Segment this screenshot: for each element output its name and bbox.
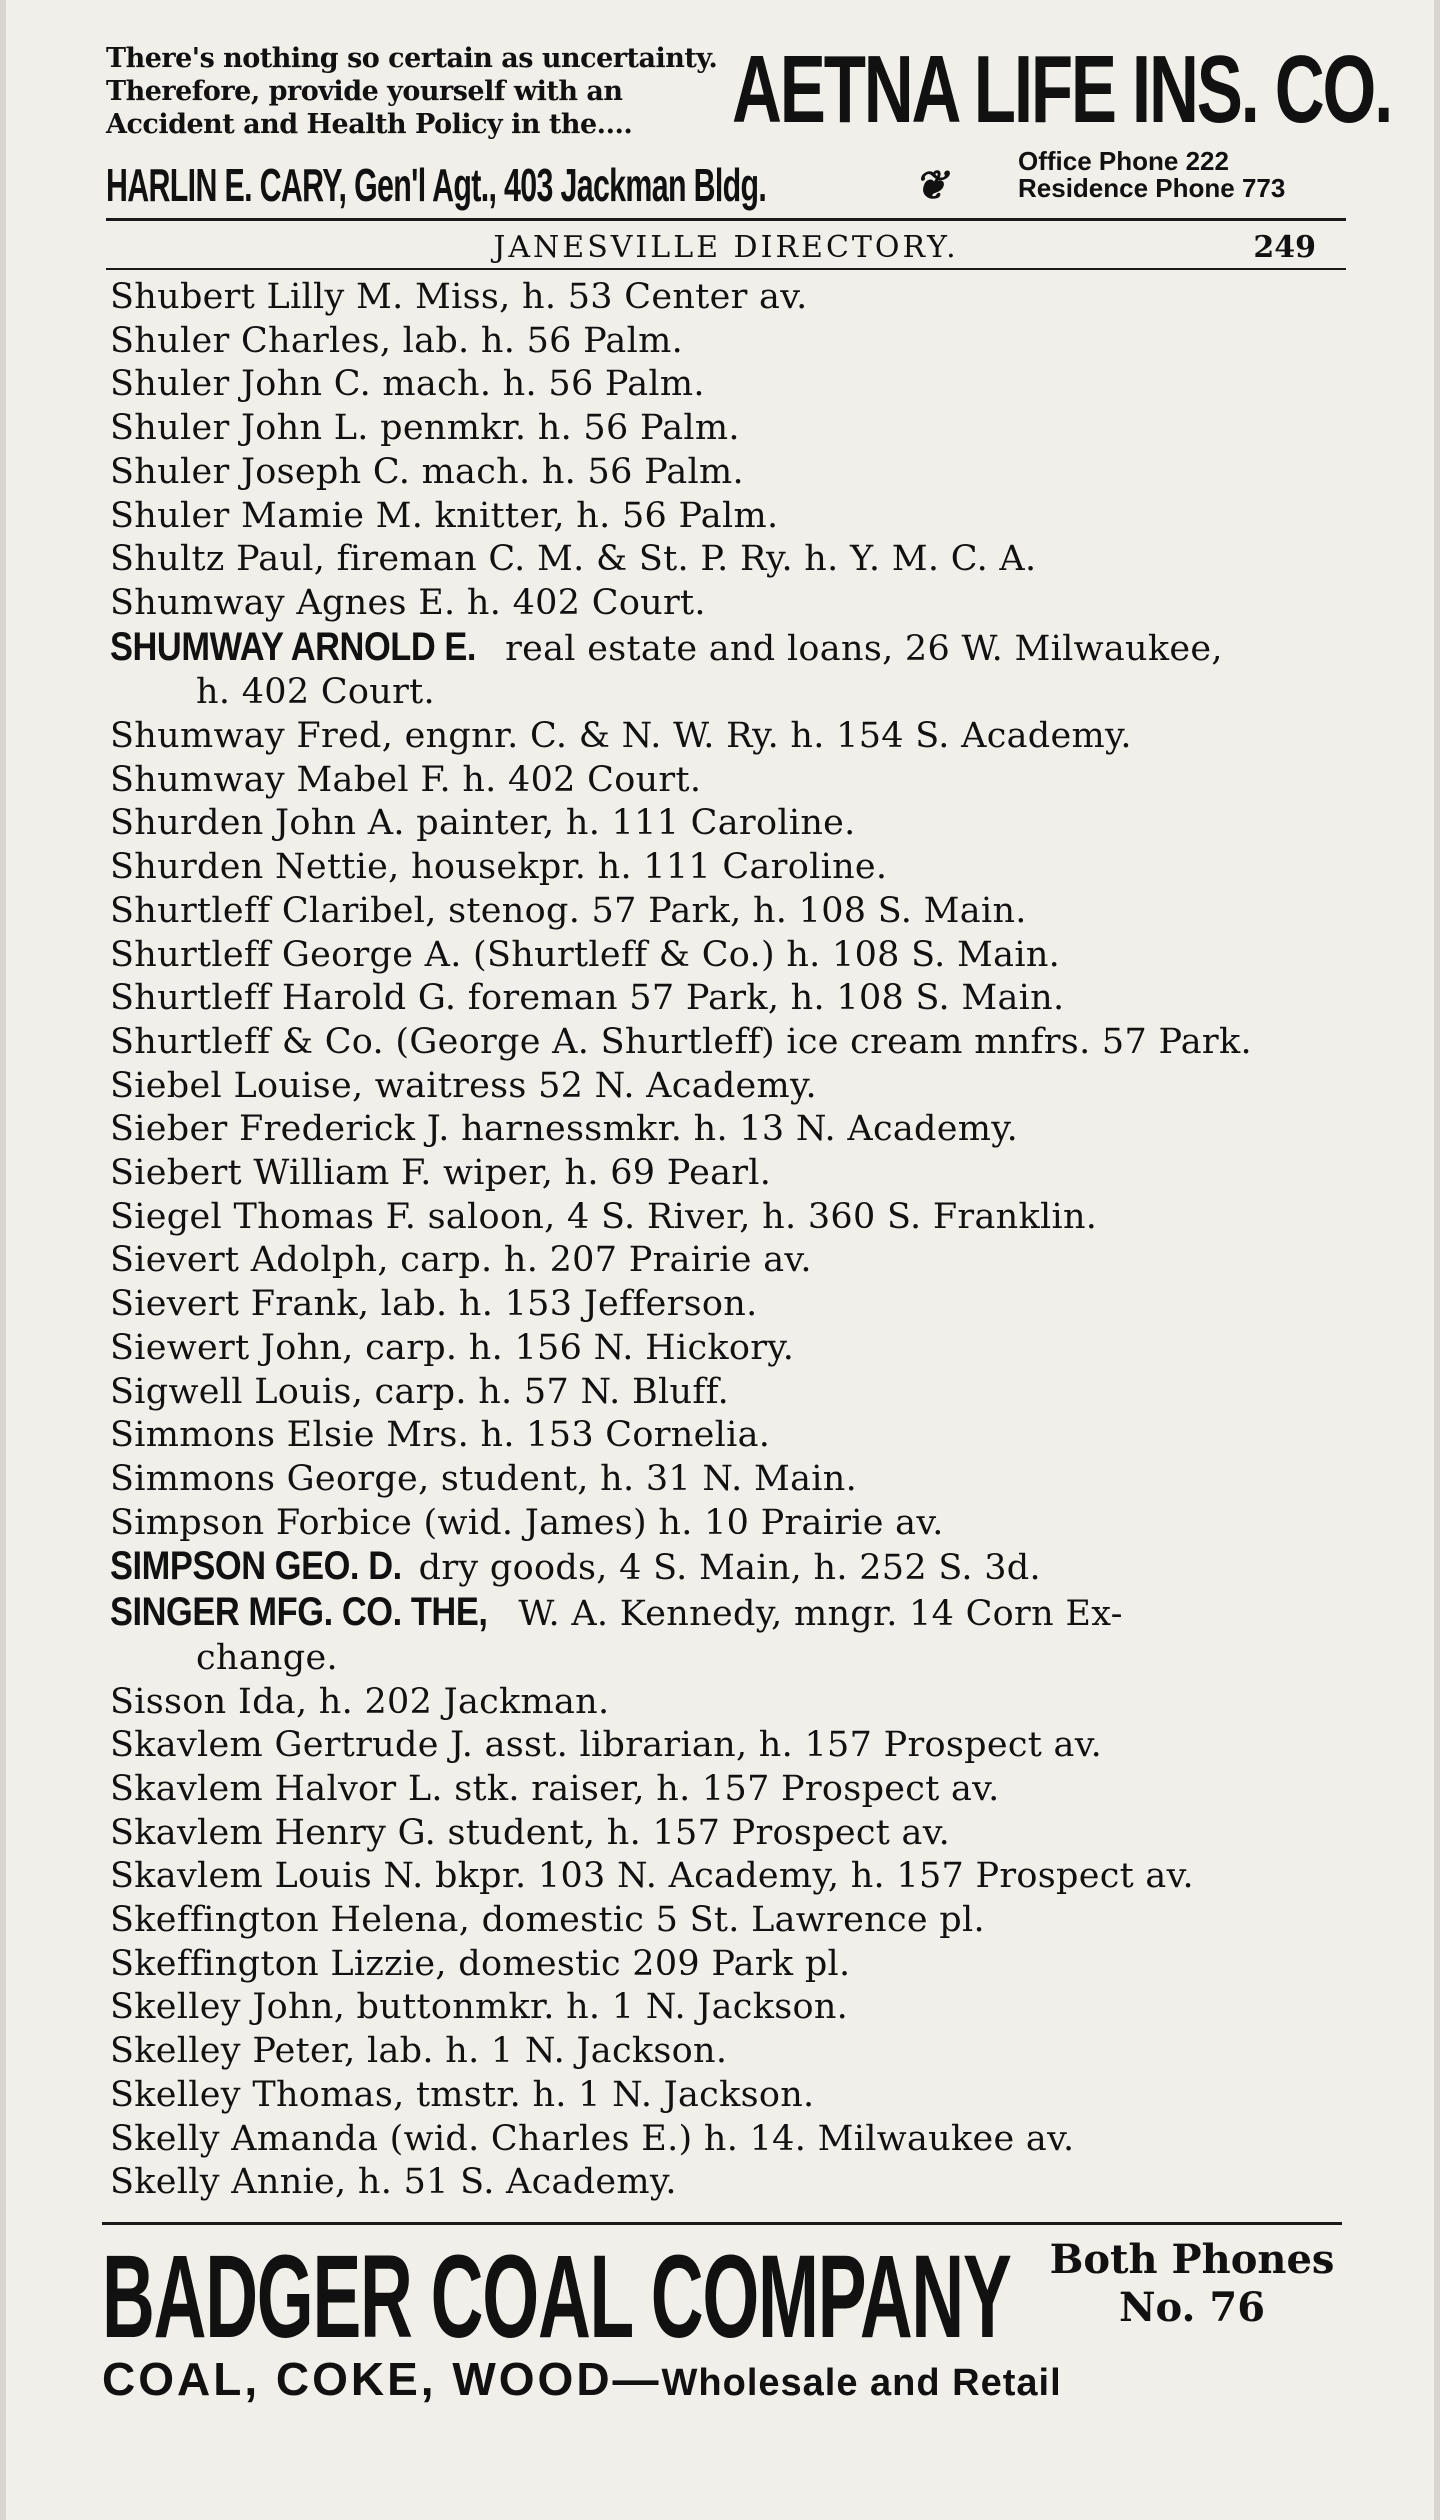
entry-details: Annie, h. 51 S. Academy. [231,2162,677,2203]
ornament-icon: ❦ [914,162,948,209]
entry-details: John C. mach. h. 56 Palm. [240,364,705,405]
aetna-advertisement [106,30,1392,215]
ad-company-name: BADGER COAL COMPANY [102,2231,1011,2363]
directory-entry [110,977,1350,1021]
ad-company-name: AETNA LIFE INS. CO. [732,36,1392,143]
entry-details: Mabel F. h. 402 Court. [296,759,702,800]
directory-entry [110,495,1350,539]
entry-details: Ida, h. 202 Jackman. [237,1681,610,1722]
entry-name: Skelly [110,2118,220,2159]
entry-name: Shultz [110,539,225,580]
entry-details: Peter, lab. h. 1 N. Jackson. [252,2031,728,2072]
entry-details: John A. painter, h. 111 Caroline. [275,803,856,844]
entry-name: Simmons [110,1458,276,1499]
directory-entry [110,934,1350,978]
entry-name: Shumway [110,582,285,623]
ad-products [102,2354,1062,2408]
phones-label: Both Phones [1049,2236,1335,2283]
entry-name: Shuler [110,451,230,492]
directory-entry [110,276,1350,320]
entry-name: SIMPSON GEO. D. [110,1544,402,1589]
entry-details: Amanda (wid. Charles E.) h. 14. Milwaukee av. [231,2118,1075,2159]
entry-name: Sigwell [110,1371,243,1412]
directory-entry [110,2161,1350,2205]
directory-entry [110,538,1350,582]
directory-entry [110,1152,1350,1196]
entry-name: Shuler [110,495,230,536]
badger-coal-advertisement [102,2232,1352,2412]
phones-number: No. 76 [1118,2284,1266,2331]
directory-entry [110,1724,1350,1768]
entry-details: William F. wiper, h. 69 Pearl. [253,1153,772,1194]
tagline-line: Accident and Health Policy in the.... [106,109,633,140]
entry-details: dry goods, 4 S. Main, h. 252 S. 3d. [418,1548,1041,1589]
entry-details: Gertrude J. asst. librarian, h. 157 Prospect av. [274,1725,1103,1766]
entry-name: SHUMWAY ARNOLD E. [110,624,477,669]
directory-entry [110,1283,1350,1327]
entry-details: Forbice (wid. James) h. 10 Prairie av. [275,1502,944,1543]
directory-entry [110,1943,1350,1987]
entry-name: Simpson [110,1502,265,1543]
directory-entry [110,1855,1350,1899]
directory-entry [110,1239,1350,1283]
directory-entry [110,1196,1350,1240]
directory-entry [110,626,1350,715]
entry-details: & Co. (George A. Shurtleff) ice cream mnfrs. 57 Park. [281,1021,1252,1062]
entry-details: Charles, lab. h. 56 Palm. [240,320,683,361]
directory-entry [110,451,1350,495]
entry-details: W. A. Kennedy, mngr. 14 Corn Ex- [518,1594,1123,1635]
entry-name: Shurtleff [110,890,271,931]
entry-details: Louise, waitress 52 N. Academy. [233,1065,817,1106]
entry-details: Harold G. foreman 57 Park, h. 108 S. Main. [281,978,1065,1019]
entry-name: Siebert [110,1153,242,1194]
entry-name: Skelley [110,1987,241,2028]
running-head [106,226,1346,266]
entry-name: Skelly [110,2162,220,2203]
entry-name: Skelley [110,2031,241,2072]
directory-entry [110,1502,1350,1546]
directory-entry [110,2030,1350,2074]
directory-entry [110,759,1350,803]
directory-entry [110,1065,1350,1109]
entry-details: Halvor L. stk. raiser, h. 157 Prospect av. [274,1768,1000,1809]
entry-continuation: change. [196,1637,338,1678]
page-number: 249 [1253,230,1316,265]
entry-name: Sievert [110,1284,240,1325]
trade-text: Wholesale and Retail [661,2362,1062,2404]
entry-name: Shurtleff [110,978,271,1019]
entry-name: Skavlem [110,1768,264,1809]
entry-name: Shuler [110,408,230,449]
entry-name: Shuler [110,320,230,361]
entry-name: Sievert [110,1240,240,1281]
entry-details: Thomas F. saloon, 4 S. River, h. 360 S. Franklin. [233,1196,1098,1237]
entry-name: Skeffington [110,1943,319,1984]
entry-name: Shurtleff [110,1021,271,1062]
entry-details: John, carp. h. 156 N. Hickory. [260,1327,795,1368]
entry-name: Shurden [110,803,264,844]
entry-name: SINGER MFG. CO. THE, [110,1590,488,1635]
entry-details: Fred, engnr. C. & N. W. Ry. h. 154 S. Academy. [296,716,1132,757]
entry-name: Shurden [110,847,264,888]
directory-entry [110,1458,1350,1502]
directory-entry [110,407,1350,451]
entry-details: Lilly M. Miss, h. 53 Center av. [266,277,808,317]
directory-entry [110,1768,1350,1812]
directory-entry [110,1327,1350,1371]
entry-details: Claribel, stenog. 57 Park, h. 108 S. Main. [281,890,1027,931]
products-text: COAL, COKE, WOOD— [102,2353,662,2405]
directory-entry [110,582,1350,626]
entry-details: Lizzie, domestic 209 Park pl. [330,1943,851,1984]
directory-entry [110,1108,1350,1152]
ad-phones [1042,2236,1342,2332]
entry-name: Shurtleff [110,934,271,975]
entry-details: Louis N. bkpr. 103 N. Academy, h. 157 Prospect av. [274,1856,1194,1897]
office-phone: Office Phone 222 [1018,146,1229,176]
entry-details: real estate and loans, 26 W. Milwaukee, [505,628,1223,669]
entry-details: Mamie M. knitter, h. 56 Palm. [240,495,779,536]
entry-details: Joseph C. mach. h. 56 Palm. [240,451,744,492]
ad-phones [1018,148,1285,202]
entry-details: George A. (Shurtleff & Co.) h. 108 S. Main. [281,934,1061,975]
entry-name: Skavlem [110,1725,264,1766]
entry-name: Siebel [110,1065,222,1106]
directory-entry [110,2074,1350,2118]
running-head-rule [106,268,1346,270]
entry-name: Skavlem [110,1856,264,1897]
entry-details: Paul, fireman C. M. & St. P. Ry. h. Y. M. C. A. [236,539,1037,580]
directory-entry [110,890,1350,934]
entry-name: Shubert [110,277,256,317]
entry-name: Shumway [110,716,285,757]
directory-entry [110,1414,1350,1458]
ad-tagline [106,42,726,141]
directory-entry [110,1021,1350,1065]
entry-name: Skeffington [110,1900,319,1941]
entry-details: Frank, lab. h. 153 Jefferson. [250,1284,758,1325]
entry-continuation: h. 402 Court. [196,672,435,713]
entry-details: Henry G. student, h. 157 Prospect av. [274,1812,951,1853]
entry-name: Siegel [110,1196,222,1237]
tagline-line: There's nothing so certain as uncertainty. [106,43,718,74]
directory-page [6,0,1434,2520]
entry-name: Skavlem [110,1812,264,1853]
directory-entry [110,1545,1350,1591]
directory-entry [110,1371,1350,1415]
entry-name: Siewert [110,1327,250,1368]
entry-details: Elsie Mrs. h. 153 Cornelia. [286,1415,771,1456]
directory-entry [110,1899,1350,1943]
entry-name: Skelley [110,2074,241,2115]
directory-entry [110,846,1350,890]
entry-details: Thomas, tmstr. h. 1 N. Jackson. [252,2074,815,2115]
directory-entry [110,2118,1350,2162]
entry-name: Shumway [110,759,285,800]
entry-details: Adolph, carp. h. 207 Prairie av. [250,1240,812,1281]
directory-title: JANESVILLE DIRECTORY. [493,230,959,265]
header-rule [106,218,1346,221]
ad-agent: HARLIN E. CARY, Gen'l Agt., 403 Jackman Bldg. [106,159,767,211]
entry-name: Shuler [110,364,230,405]
residence-phone: Residence Phone 773 [1018,173,1286,203]
directory-entry [110,715,1350,759]
directory-entry [110,320,1350,364]
entry-details: Helena, domestic 5 St. Lawrence pl. [330,1900,985,1941]
footer-rule [102,2222,1342,2225]
directory-entry [110,1591,1350,1680]
entry-details: Frederick J. harnessmkr. h. 13 N. Academy. [238,1109,1019,1150]
entry-details: John L. penmkr. h. 56 Palm. [240,408,740,449]
directory-entry [110,1812,1350,1856]
directory-entry [110,363,1350,407]
entry-details: Nettie, housekpr. h. 111 Caroline. [275,847,888,888]
entry-name: Simmons [110,1415,276,1456]
entry-name: Sieber [110,1109,228,1150]
directory-entry [110,1986,1350,2030]
tagline-line: Therefore, provide yourself with an [106,76,623,107]
directory-entry [110,1681,1350,1725]
directory-entries [110,276,1350,2205]
directory-entry [110,802,1350,846]
entry-details: Agnes E. h. 402 Court. [296,582,706,623]
entry-details: John, buttonmkr. h. 1 N. Jackson. [252,1987,849,2028]
entry-details: Louis, carp. h. 57 N. Bluff. [254,1371,730,1412]
entry-name: Sisson [110,1681,227,1722]
entry-details: George, student, h. 31 N. Main. [286,1458,858,1499]
